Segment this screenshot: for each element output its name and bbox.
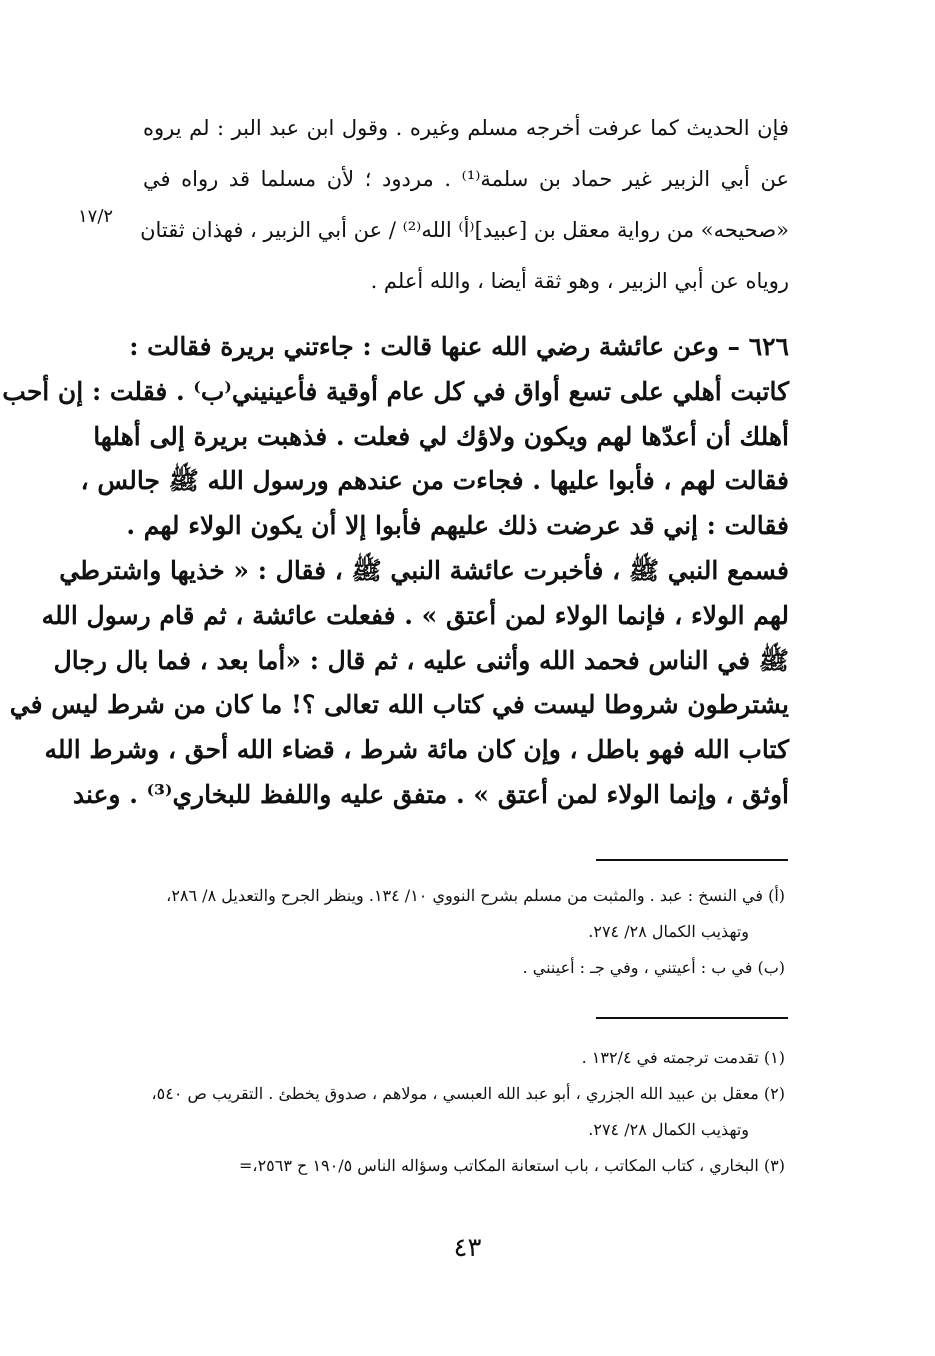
hadith-line: ٦٢٦ – وعن عائشة رضي الله عنها قالت : جاءتني بريرة فقالت : — [129, 332, 789, 361]
footnote-divider — [596, 859, 788, 861]
hadith-line: لهم الولاء ، فإنما الولاء لمن أعتق » . ففعلت عائشة ، ثم قام رسول الله — [41, 600, 789, 630]
footnote-line: (٣) البخاري ، كتاب المكاتب ، باب استعانة المكاتب وسؤاله الناس ١٩٠/٥ ح ٢٥٦٣،= — [239, 1156, 785, 1175]
hadith-paragraph — [2, 325, 789, 818]
hadith-line: يشترطون شروطا ليست في كتاب الله تعالى ؟! ما كان من شرط ليس في — [9, 690, 789, 720]
numbered-footnotes — [115, 1040, 785, 1184]
footnote-line: وتهذيب الكمال ٢٨/ ٢٧٤. — [588, 922, 749, 941]
hadith-line: ﷺ في الناس فحمد الله وأثنى عليه ، ثم قال : «أما بعد ، فما بال رجال — [53, 645, 789, 675]
footnote-divider — [596, 1017, 788, 1019]
variant-footnotes — [115, 878, 785, 986]
footnote-line: (١) تقدمت ترجمته في ١٣٢/٤ . — [581, 1048, 785, 1067]
hadith-line: أوثق ، وإنما الولاء لمن أعتق » . متفق عليه واللفظ للبخاري⁽³⁾ . وعند — [72, 779, 789, 809]
margin-volume-page-ref: ١٧/٢ — [78, 206, 114, 227]
footnote-line: وتهذيب الكمال ٢٨/ ٢٧٤. — [588, 1120, 749, 1139]
page-number: ٤٣ — [453, 1233, 482, 1263]
hadith-line: كتاب الله فهو باطل ، وإن كان مائة شرط ، قضاء الله أحق ، وشرط الله — [44, 735, 789, 765]
hadith-line: أهلك أن أعدّها لهم ويكون ولاؤك لي فعلت . فذهبت بريرة إلى أهلها — [93, 421, 789, 451]
hadith-line: فسمع النبي ﷺ ، فأخبرت عائشة النبي ﷺ ، فقال : « خذيها واشترطي — [59, 555, 789, 585]
text-line: روياه عن أبي الزبير ، وهو ثقة أيضا ، والله أعلم . — [370, 269, 789, 293]
hadith-line: كاتبت أهلي على تسع أواق في كل عام أوقية فأعينيني⁽ب⁾ . فقلت : إن أحب — [2, 376, 789, 406]
footnote-line: (ب) في ب : أعيتني ، وفي جـ : أعينني . — [522, 958, 785, 977]
footnote-line: (أ) في النسخ : عبد . والمثبت من مسلم بشرح النووي ١٠/ ١٣٤. وينظر الجرح والتعديل ٨/ ٢٨٦، — [166, 886, 785, 905]
hadith-line: فقالت لهم ، فأبوا عليها . فجاءت من عندهم ورسول الله ﷺ جالس ، — [80, 466, 789, 496]
commentary-paragraph — [140, 103, 789, 307]
text-line: عن أبي الزبير غير حماد بن سلمة⁽¹⁾ . مردود ؛ لأن مسلما قد رواه في — [143, 167, 789, 191]
text-line: فإن الحديث كما عرفت أخرجه مسلم وغيره . وقول ابن عبد البر : لم يروه — [143, 116, 789, 140]
hadith-line: فقالت : إني قد عرضت ذلك عليهم فأبوا إلا أن يكون الولاء لهم . — [126, 511, 789, 541]
footnote-line: (٢) معقل بن عبيد الله الجزري ، أبو عبد الله العبسي ، مولاهم ، صدوق يخطئ . التقريب ص ٥٤٠، — [151, 1084, 785, 1103]
text-line: «صحيحه» من رواية معقل بن [عبيد]⁽أ⁾ الله⁽²⁾ / عن أبي الزبير ، فهذان ثقتان — [140, 218, 789, 242]
